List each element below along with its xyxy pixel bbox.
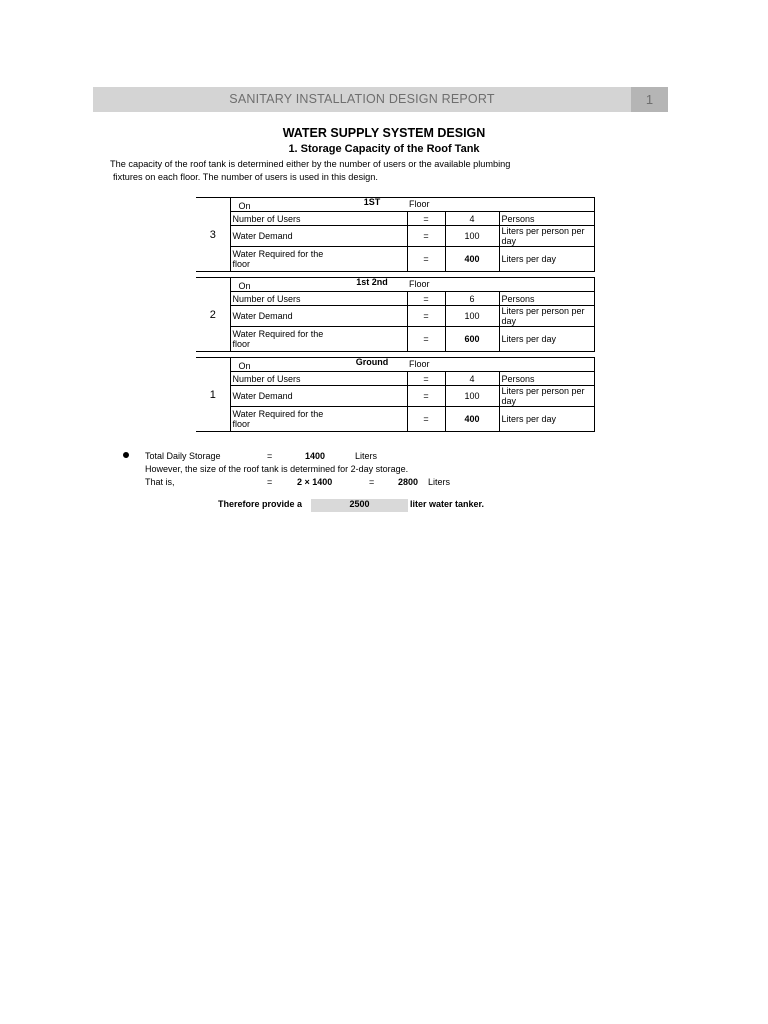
users-unit: Persons (499, 372, 594, 386)
total-label: Total Daily Storage (145, 451, 221, 461)
required-label: Water Required for the floor (230, 327, 407, 352)
floor-number: 3 (196, 198, 230, 272)
demand-unit: Liters per person per day (499, 306, 594, 327)
total-unit: Liters (355, 451, 378, 461)
required-unit: Liters per day (499, 247, 594, 272)
provide-suffix: liter water tanker. (410, 499, 485, 509)
required-unit: Liters per day (499, 327, 594, 352)
demand-value: 100 (445, 386, 499, 407)
equals-sign: = (407, 386, 445, 407)
provide-prefix: Therefore provide a (218, 499, 303, 509)
demand-label: Water Demand (230, 386, 407, 407)
calc-expression: 2 × 1400 (297, 477, 333, 487)
required-value: 600 (445, 327, 499, 352)
users-value: 6 (445, 292, 499, 306)
calc-unit: Liters (428, 477, 451, 487)
equals-sign: = (407, 226, 445, 247)
equals-sign: = (407, 327, 445, 352)
demand-value: 100 (445, 306, 499, 327)
demand-unit: Liters per person per day (499, 226, 594, 247)
required-label: Water Required for the floor (230, 407, 407, 432)
demand-label: Water Demand (230, 226, 407, 247)
tanker-size-value: 2500 (349, 499, 370, 509)
equals-sign: = (407, 247, 445, 272)
required-label: Water Required for the floor (230, 247, 407, 272)
equals-sign: = (407, 407, 445, 432)
intro-line: fixtures on each floor. The number of users is used in this design. (113, 172, 378, 182)
floor-label: Floor (409, 198, 430, 209)
equals-sign: = (407, 306, 445, 327)
floor-number: 2 (196, 278, 230, 352)
demand-unit: Liters per person per day (499, 386, 594, 407)
equals-sign: = (369, 477, 375, 487)
required-value: 400 (445, 247, 499, 272)
bullet-icon (123, 452, 129, 458)
floor-table (196, 197, 595, 272)
intro-paragraph (110, 158, 580, 184)
floor-name: Ground (355, 356, 389, 367)
floor-table (196, 357, 595, 432)
floor-name: 1st 2nd (356, 276, 388, 287)
equals-sign: = (407, 212, 445, 226)
intro-line: The capacity of the roof tank is determined either by the number of users or the available plumbing (110, 159, 511, 169)
users-label: Number of Users (230, 292, 407, 306)
users-label: Number of Users (230, 212, 407, 226)
calc-result: 2800 (398, 477, 419, 487)
equals-sign: = (267, 477, 273, 487)
equals-sign: = (407, 372, 445, 386)
required-value: 400 (445, 407, 499, 432)
floor-name: 1ST (363, 196, 381, 207)
equals-sign: = (267, 451, 273, 461)
floor-label: Floor (409, 278, 430, 289)
section-subheading: 1. Storage Capacity of the Roof Tank (288, 143, 480, 155)
required-unit: Liters per day (499, 407, 594, 432)
that-is-label: That is, (145, 477, 175, 487)
on-label: On (230, 279, 337, 293)
total-value: 1400 (305, 451, 326, 461)
users-label: Number of Users (230, 372, 407, 386)
section-heading: WATER SUPPLY SYSTEM DESIGN (282, 126, 486, 140)
users-unit: Persons (499, 292, 594, 306)
floor-number: 1 (196, 358, 230, 432)
on-label: On (230, 359, 337, 373)
users-value: 4 (445, 372, 499, 386)
page-header (93, 87, 668, 112)
users-value: 4 (445, 212, 499, 226)
demand-value: 100 (445, 226, 499, 247)
floor-label: Floor (409, 358, 430, 369)
page-number: 1 (631, 87, 668, 112)
on-label: On (230, 199, 337, 213)
storage-note: However, the size of the roof tank is determined for 2-day storage. (145, 464, 409, 474)
report-title: SANITARY INSTALLATION DESIGN REPORT (229, 92, 495, 106)
equals-sign: = (407, 292, 445, 306)
floor-table (196, 277, 595, 352)
users-unit: Persons (499, 212, 594, 226)
demand-label: Water Demand (230, 306, 407, 327)
